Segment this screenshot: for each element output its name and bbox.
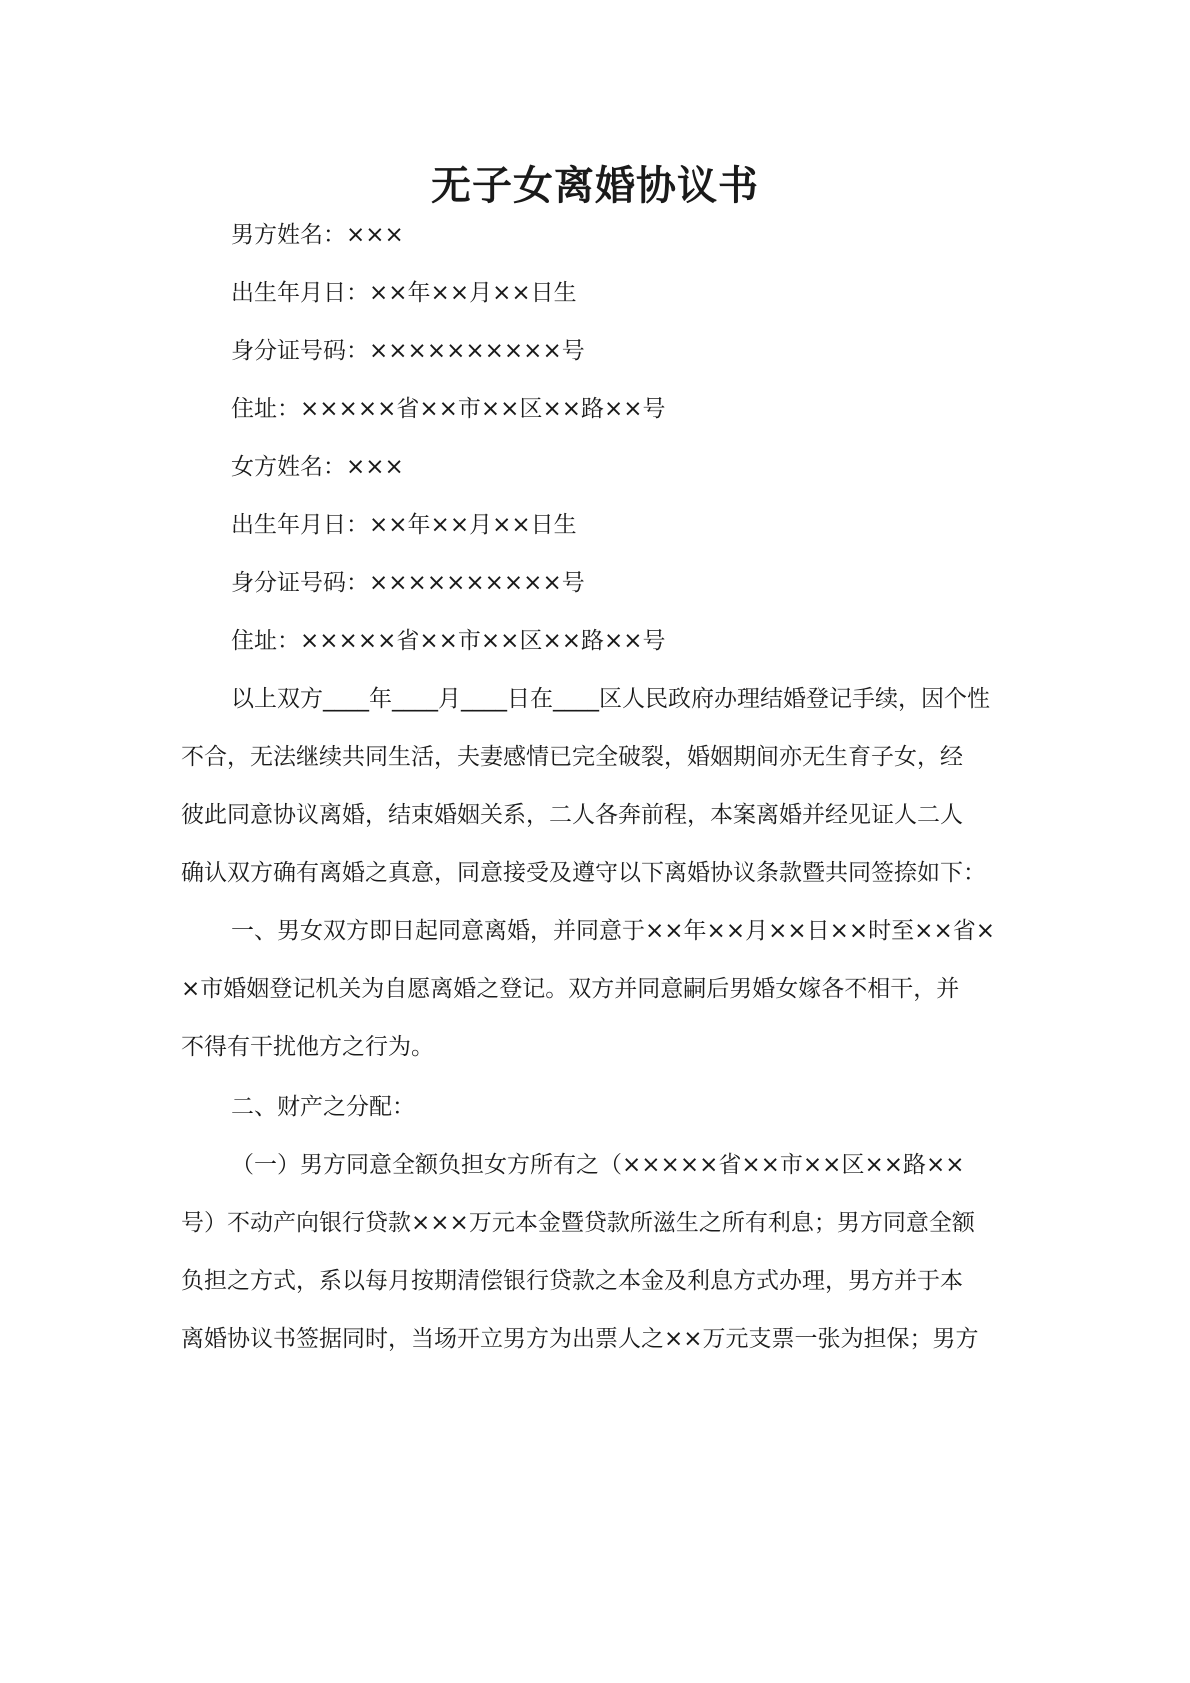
male-address-line: 住址：×××××省××市××区××路××号 xyxy=(231,396,666,422)
intro-paragraph-line: 不合，无法继续共同生活，夫妻感情已完全破裂，婚姻期间亦无生育子女，经 xyxy=(181,744,963,770)
female-birthdate-line: 出生年月日：××年××月××日生 xyxy=(231,512,577,538)
clause-two-item-one-line: 负担之方式，系以每月按期清偿银行贷款之本金及利息方式办理，男方并于本 xyxy=(181,1268,963,1294)
intro-paragraph-line: 以上双方____年____月____日在____区人民政府办理结婚登记手续，因个性 xyxy=(231,686,990,712)
clause-one-line: 一、男女双方即日起同意离婚，并同意于××年××月××日××时至××省× xyxy=(231,918,995,944)
female-id-number-line: 身分证号码：××××××××××号 xyxy=(231,570,585,596)
intro-paragraph-line: 彼此同意协议离婚，结束婚姻关系，二人各奔前程，本案离婚并经见证人二人 xyxy=(181,802,963,828)
clause-two-heading: 二、财产之分配： xyxy=(231,1094,415,1120)
male-birthdate-line: 出生年月日：××年××月××日生 xyxy=(231,280,577,306)
clause-one-line: ×市婚姻登记机关为自愿离婚之登记。双方并同意嗣后男婚女嫁各不相干，并 xyxy=(181,976,960,1002)
document-title: 无子女离婚协议书 xyxy=(431,162,759,209)
male-id-number-line: 身分证号码：××××××××××号 xyxy=(231,338,585,364)
intro-paragraph-line: 确认双方确有离婚之真意，同意接受及遵守以下离婚协议条款暨共同签捺如下： xyxy=(181,860,986,886)
female-address-line: 住址：×××××省××市××区××路××号 xyxy=(231,628,666,654)
clause-one-line: 不得有干扰他方之行为。 xyxy=(181,1034,434,1060)
clause-two-item-one-line: （一）男方同意全额负担女方所有之（×××××省××市××区××路×× xyxy=(231,1152,965,1178)
clause-two-item-one-line: 号）不动产向银行贷款×××万元本金暨贷款所滋生之所有利息；男方同意全额 xyxy=(181,1210,975,1236)
clause-two-item-one-line: 离婚协议书签据同时，当场开立男方为出票人之××万元支票一张为担保；男方 xyxy=(181,1326,979,1352)
male-name-line: 男方姓名：××× xyxy=(231,222,404,248)
female-name-line: 女方姓名：××× xyxy=(231,454,404,480)
